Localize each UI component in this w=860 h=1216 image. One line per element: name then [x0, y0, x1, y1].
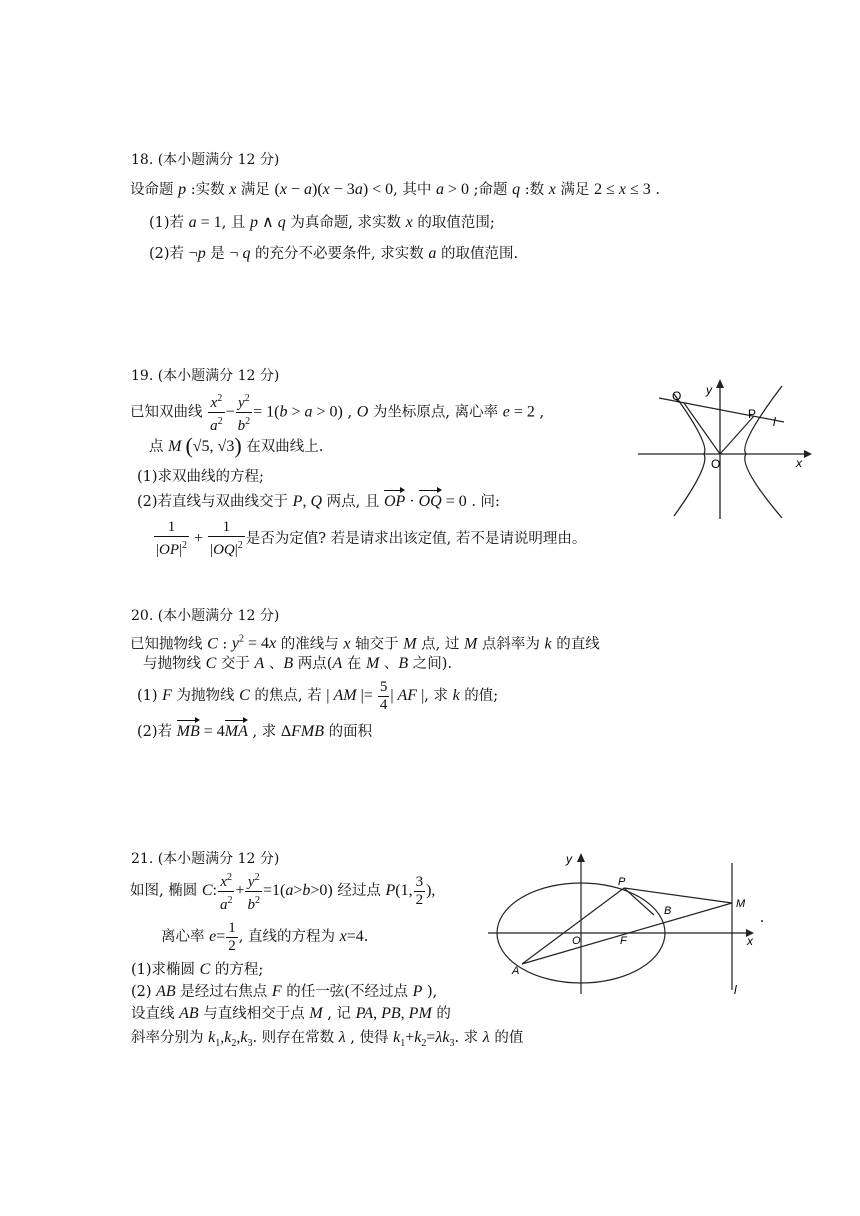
problem-19-question-2: (2)若直线与双曲线交于 P, Q 两点, 且 OP · OQ = 0 . 问:: [137, 493, 500, 510]
problem-20-heading: 20. (本小题满分 12 分): [131, 608, 280, 624]
problem-18-question-2: (2)若 ¬p 是 ¬ q 的充分不必要条件, 求实数 a 的取值范围.: [149, 245, 519, 262]
problem-21-statement: 如图, 椭圆 C: $\frac{x^2}{a^2}$ + $\frac{y^2}{b^2}$ =1(a>b>0) 经过点 P(1, $\frac{3}{2}$ ),: [130, 868, 435, 914]
fig-label-m: M: [736, 898, 746, 910]
problem-20-statement: 已知抛物线 C : $y^2 = 4x$ 的准线与 x 轴交于 M 点, 过 M 点斜率为 k 的直线: [130, 634, 600, 653]
problem-21-question-1: (1)求椭圆 C 的方程;: [131, 961, 264, 978]
hyperbola-figure: [634, 374, 814, 524]
fig-label-f: F: [620, 935, 627, 947]
problem-21-question-2: (2) AB 是经过右焦点 F 的任一弦(不经过点 P ),: [131, 983, 438, 1000]
problem-20-question-1: (1) F 为抛物线 C 的焦点, 若 | AM |= $\frac{5}{4}$ | AF |, 求 k 的值;: [137, 678, 499, 713]
fig-label-x: x: [747, 934, 753, 948]
fig-label-o: O: [711, 457, 721, 471]
problem-19-heading: 19. (本小题满分 12 分): [131, 368, 280, 384]
fig-label-q: Q: [672, 389, 682, 403]
problem-21-eccentricity: 离心率 e= $\frac{1}{2}$ , 直线的方程为 x=4.: [161, 919, 369, 954]
fig-label-o: O: [572, 935, 581, 947]
fig-label-p: P: [748, 407, 757, 421]
problem-19-question-3: $\frac{1}{|OP|^2}$ + $\frac{1}{|OQ|^2}$ 是否为定值? 若是请求出该定值, 若不是请说明理由。: [156, 519, 587, 558]
problem-21-line-6: 设直线 AB 与直线相交于点 M , 记 PA, PB, PM 的: [131, 1005, 451, 1022]
problem-18-statement: 设命题 p :实数 x 满足 (x − a)(x − 3a) < 0, 其中 a > 0 ;命题 q :数 x 满足 2 ≤ x ≤ 3 .: [130, 181, 660, 198]
problem-20-statement-line-2: 与抛物线 C 交于 A 、B 两点(A 在 M 、B 之间).: [143, 655, 453, 672]
fig-label-l: l: [773, 415, 776, 429]
problem-21-heading: 21. (本小题满分 12 分): [131, 851, 280, 867]
fig-label-b: B: [664, 905, 672, 917]
problem-19-statement: 已知双曲线 $\frac{x^2}{a^2}$ − $\frac{y^2}{b^2}$ = 1(b > a > 0) , O 为坐标原点, 离心率 e = 2 ,: [130, 390, 544, 435]
problem-19-question-1: (1)求双曲线的方程;: [137, 469, 264, 485]
fig-label-p: P: [618, 876, 626, 888]
fig-label-x: x: [796, 456, 802, 470]
fig-label-y: y: [706, 383, 712, 397]
ellipse-figure: [484, 848, 774, 998]
fig-label-l: l: [734, 983, 737, 997]
fig-label-a: A: [512, 965, 520, 977]
problem-18-heading: 18. (本小题满分 12 分): [131, 152, 280, 168]
problem-19-point-m: 点 M (√5, √3) 在双曲线上.: [149, 433, 324, 458]
problem-18-question-1: (1)若 a = 1, 且 p ∧ q 为真命题, 求实数 x 的取值范围;: [149, 214, 495, 231]
fig-label-y: y: [566, 852, 572, 866]
problem-20-question-2: (2)若 MB = 4MA , 求 ΔFMB 的面积: [137, 723, 373, 740]
problem-21-line-7: 斜率分别为 $k_1,k_2,k_3$. 则存在常数 λ , 使得 $k_1+k_2=\lambda k_3$. 求 λ 的值: [131, 1029, 524, 1050]
